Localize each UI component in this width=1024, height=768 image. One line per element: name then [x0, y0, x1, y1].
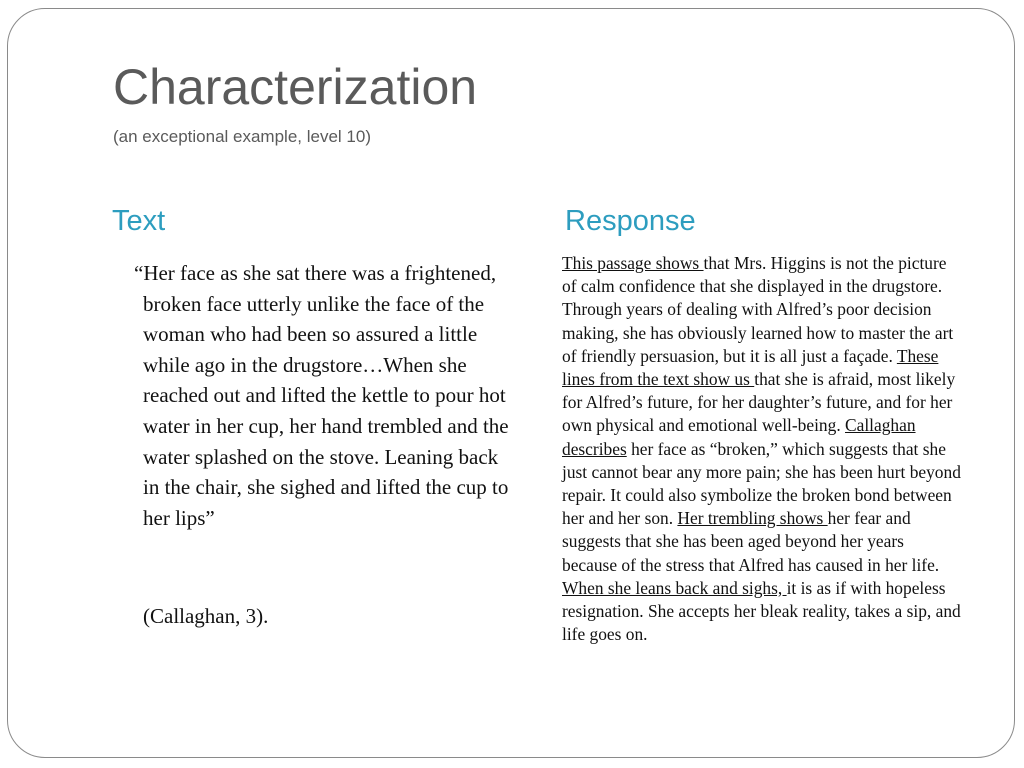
slide-subtitle: (an exceptional example, level 10): [113, 127, 371, 146]
citation: (Callaghan, 3).: [143, 604, 269, 628]
response-text: her face as “broken,” which suggests that she just cannot bear any more pain; she has been hurt beyond repair. It could also symbolize the broken bond between her and her son.: [562, 438, 961, 529]
response-paragraph: [562, 252, 962, 646]
response-phrase: These lines from the text show us: [562, 345, 939, 390]
slide-title: Characterization: [113, 59, 478, 115]
response-text: her fear and suggests that she has been aged beyond her years because of the stress that Alfred has caused in her life.: [562, 508, 940, 575]
response-phrase: When she leans back and sighs,: [562, 577, 787, 598]
response-text: it is as if with hopeless resignation. She accepts her bleak reality, takes a sip, and life goes on.: [562, 577, 961, 645]
response-phrase: Callaghan describes: [562, 415, 916, 459]
response-phrase: Her trembling shows: [677, 508, 828, 529]
response-phrase: This passage shows: [562, 253, 704, 273]
response-column-heading: Response: [565, 205, 696, 237]
response-text: that Mrs. Higgins is not the picture of calm confidence that she displayed in the drugstore. Through years of dealing with Alfred’s poor decision making, she has obviously learned how to master the art of friendly persuasion, but it is all just a façade.: [562, 253, 954, 366]
text-column-heading: Text: [112, 205, 166, 237]
quoted-passage: “Her face as she sat there was a frightened, broken face utterly unlike the face of the woman who had been so assured a little while ago in the drugstore…When she reached out and lifted the kettle to pour hot water in her cup, her hand trembled and the water splashed on the stove. Leaning back in the chair, she sighed and lifted the cup to her lips”: [134, 261, 509, 530]
response-text: that she is afraid, most likely for Alfred’s future, for her daughter’s future, and for her own physical and emotional well-being.: [562, 369, 956, 436]
